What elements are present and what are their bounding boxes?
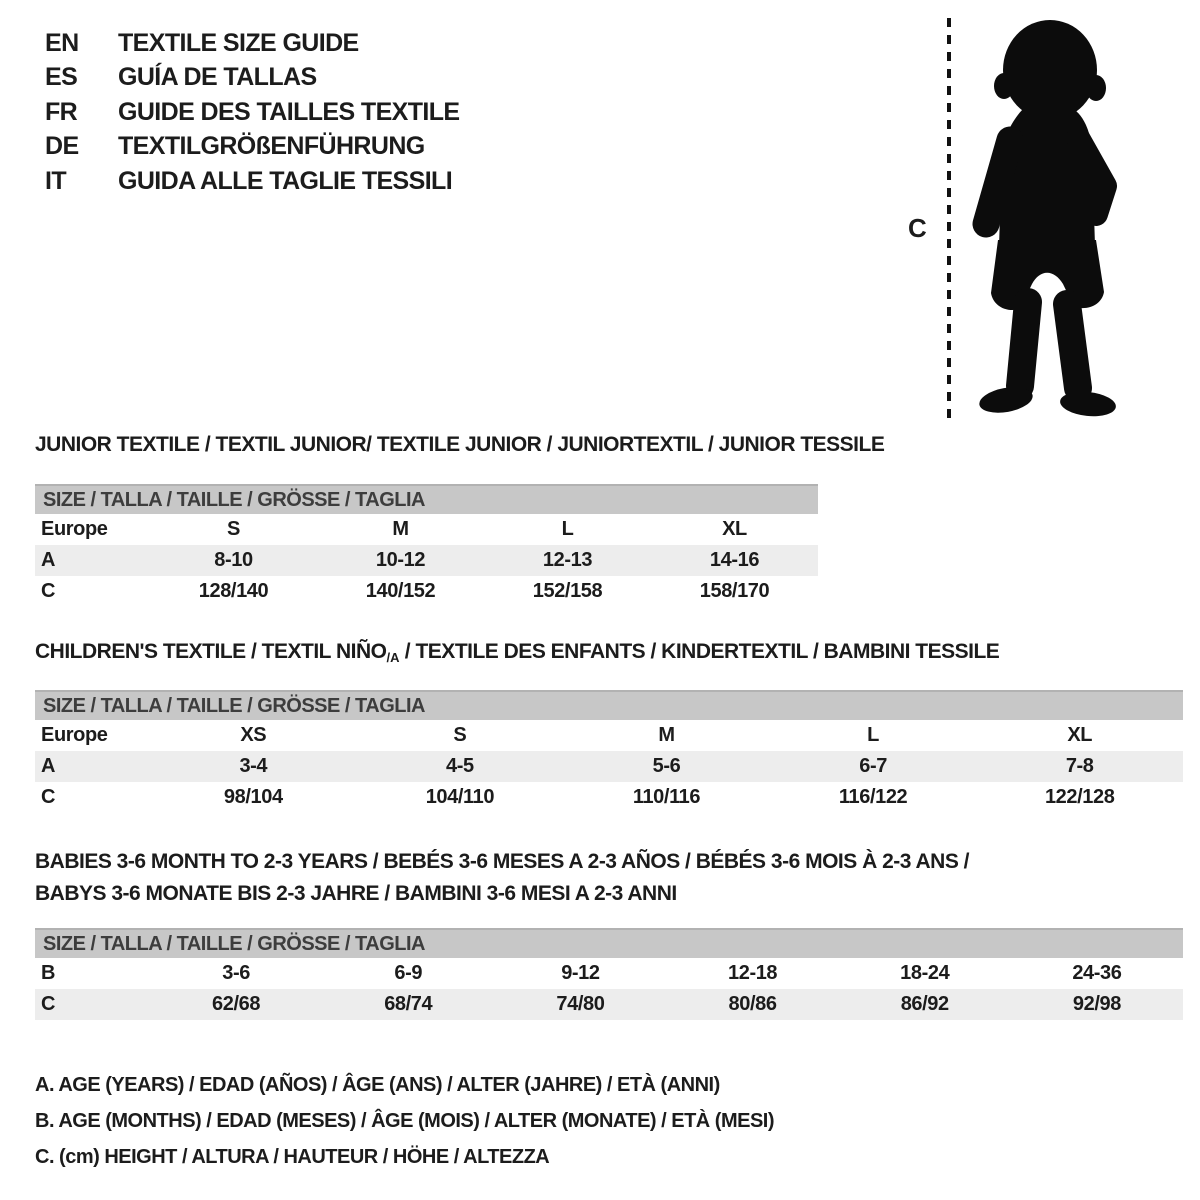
height-cell: 80/86 xyxy=(728,993,777,1015)
toddler-silhouette-icon xyxy=(962,14,1144,422)
language-row-fr xyxy=(45,95,460,130)
height-cell: 92/98 xyxy=(1072,993,1121,1015)
language-code: DE xyxy=(45,132,79,161)
language-list xyxy=(45,26,460,199)
language-title: GUÍA DE TALLAS xyxy=(118,63,317,92)
table-row xyxy=(35,576,818,607)
language-code: EN xyxy=(45,28,79,57)
table-row xyxy=(35,751,1183,782)
children-section-title xyxy=(35,640,999,670)
height-cell: 128/140 xyxy=(198,580,269,602)
row-label: A xyxy=(41,549,56,571)
children-title-prefix: CHILDREN'S TEXTILE / TEXTIL NIÑO xyxy=(35,640,387,663)
row-label: Europe xyxy=(41,724,108,746)
height-cell: 122/128 xyxy=(1044,786,1115,808)
size-cell: S xyxy=(227,518,240,540)
height-cell: 104/110 xyxy=(425,786,495,808)
babies-section-title xyxy=(35,846,969,910)
language-code: FR xyxy=(45,97,78,126)
table-row xyxy=(35,545,818,576)
size-cell: XL xyxy=(722,518,747,540)
language-row-de xyxy=(45,130,460,165)
language-row-en xyxy=(45,26,460,61)
row-label: C xyxy=(41,580,56,602)
age-cell: 5-6 xyxy=(652,755,681,777)
table-row xyxy=(35,989,1183,1020)
size-cell: S xyxy=(453,724,467,746)
size-cell: XL xyxy=(1067,724,1093,746)
row-label: Europe xyxy=(41,518,108,540)
junior-section-title: JUNIOR TEXTILE / TEXTIL JUNIOR/ TEXTILE JUNIOR / JUNIORTEXTIL / JUNIOR TESSILE xyxy=(35,433,885,456)
children-title-subscript: /A xyxy=(386,650,400,665)
row-label: C xyxy=(41,786,56,808)
babies-size-header: SIZE / TALLA / TAILLE / GRÖSSE / TAGLIA xyxy=(35,928,1183,958)
height-cell: 62/68 xyxy=(212,993,261,1015)
height-cell: 86/92 xyxy=(900,993,949,1015)
height-cell: 140/152 xyxy=(365,580,436,602)
age-cell: 18-24 xyxy=(900,962,950,984)
row-label: C xyxy=(41,993,56,1015)
children-size-table xyxy=(35,690,1183,813)
language-title: GUIDA ALLE TAGLIE TESSILI xyxy=(118,166,453,195)
legend-line-b: B. AGE (MONTHS) / EDAD (MESES) / ÂGE (MOIS) / ALTER (MONATE) / ETÀ (MESI) xyxy=(35,1109,775,1132)
legend-line-a: A. AGE (YEARS) / EDAD (AÑOS) / ÂGE (ANS) / ALTER (JAHRE) / ETÀ (ANNI) xyxy=(35,1073,720,1096)
babies-title-line2: BABYS 3-6 MONATE BIS 2-3 JAHRE / BAMBINI 3-6 MESI A 2-3 ANNI xyxy=(35,882,677,905)
language-row-es xyxy=(45,61,460,96)
age-cell: 4-5 xyxy=(446,755,474,777)
height-measure-label: C xyxy=(908,213,927,243)
age-cell: 6-7 xyxy=(859,755,887,777)
age-cell: 9-12 xyxy=(561,962,600,984)
height-cell: 68/74 xyxy=(384,993,433,1015)
age-cell: 8-10 xyxy=(214,549,253,571)
table-row xyxy=(35,782,1183,813)
age-cell: 3-4 xyxy=(239,755,268,777)
row-label: B xyxy=(41,962,56,984)
legend-line-c: C. (cm) HEIGHT / ALTURA / HAUTEUR / HÖHE / ALTEZZA xyxy=(35,1145,550,1168)
height-cell: 74/80 xyxy=(556,993,605,1015)
language-title: TEXTILE SIZE GUIDE xyxy=(118,28,359,57)
height-cell: 152/158 xyxy=(532,580,603,602)
junior-size-header: SIZE / TALLA / TAILLE / GRÖSSE / TAGLIA xyxy=(35,484,818,514)
height-cell: 98/104 xyxy=(223,786,283,808)
language-row-it xyxy=(45,164,460,199)
size-cell: L xyxy=(561,518,574,540)
babies-size-table xyxy=(35,928,1183,1020)
size-cell: M xyxy=(392,518,409,540)
children-title-suffix: / TEXTILE DES ENFANTS / KINDERTEXTIL / BAMBINI TESSILE xyxy=(399,640,1000,663)
age-cell: 3-6 xyxy=(222,962,250,984)
age-cell: 10-12 xyxy=(375,549,426,571)
size-cell: XS xyxy=(240,724,267,746)
measure-legend xyxy=(35,1067,774,1175)
age-cell: 7-8 xyxy=(1065,755,1094,777)
language-code: IT xyxy=(45,166,67,195)
language-code: ES xyxy=(45,63,78,92)
height-cell: 116/122 xyxy=(838,786,908,808)
size-cell: M xyxy=(658,724,675,746)
age-cell: 12-18 xyxy=(728,962,778,984)
age-cell: 24-36 xyxy=(1072,962,1122,984)
babies-title-line1: BABIES 3-6 MONTH TO 2-3 YEARS / BEBÉS 3-6 MESES A 2-3 AÑOS / BÉBÉS 3-6 MOIS À 2-3 ANS / xyxy=(35,850,970,873)
language-title: GUIDE DES TAILLES TEXTILE xyxy=(118,97,460,126)
table-row xyxy=(35,958,1183,989)
age-cell: 14-16 xyxy=(709,549,760,571)
table-row xyxy=(35,514,818,545)
age-cell: 12-13 xyxy=(542,549,593,571)
height-cell: 110/116 xyxy=(632,786,701,808)
height-cell: 158/170 xyxy=(699,580,770,602)
junior-size-table xyxy=(35,484,818,607)
size-cell: L xyxy=(867,724,879,746)
age-cell: 6-9 xyxy=(394,962,423,984)
height-dashed-line-icon xyxy=(944,16,954,420)
row-label: A xyxy=(41,755,56,777)
language-title: TEXTILGRÖßENFÜHRUNG xyxy=(118,132,425,161)
children-size-header: SIZE / TALLA / TAILLE / GRÖSSE / TAGLIA xyxy=(35,690,1183,720)
table-row xyxy=(35,720,1183,751)
